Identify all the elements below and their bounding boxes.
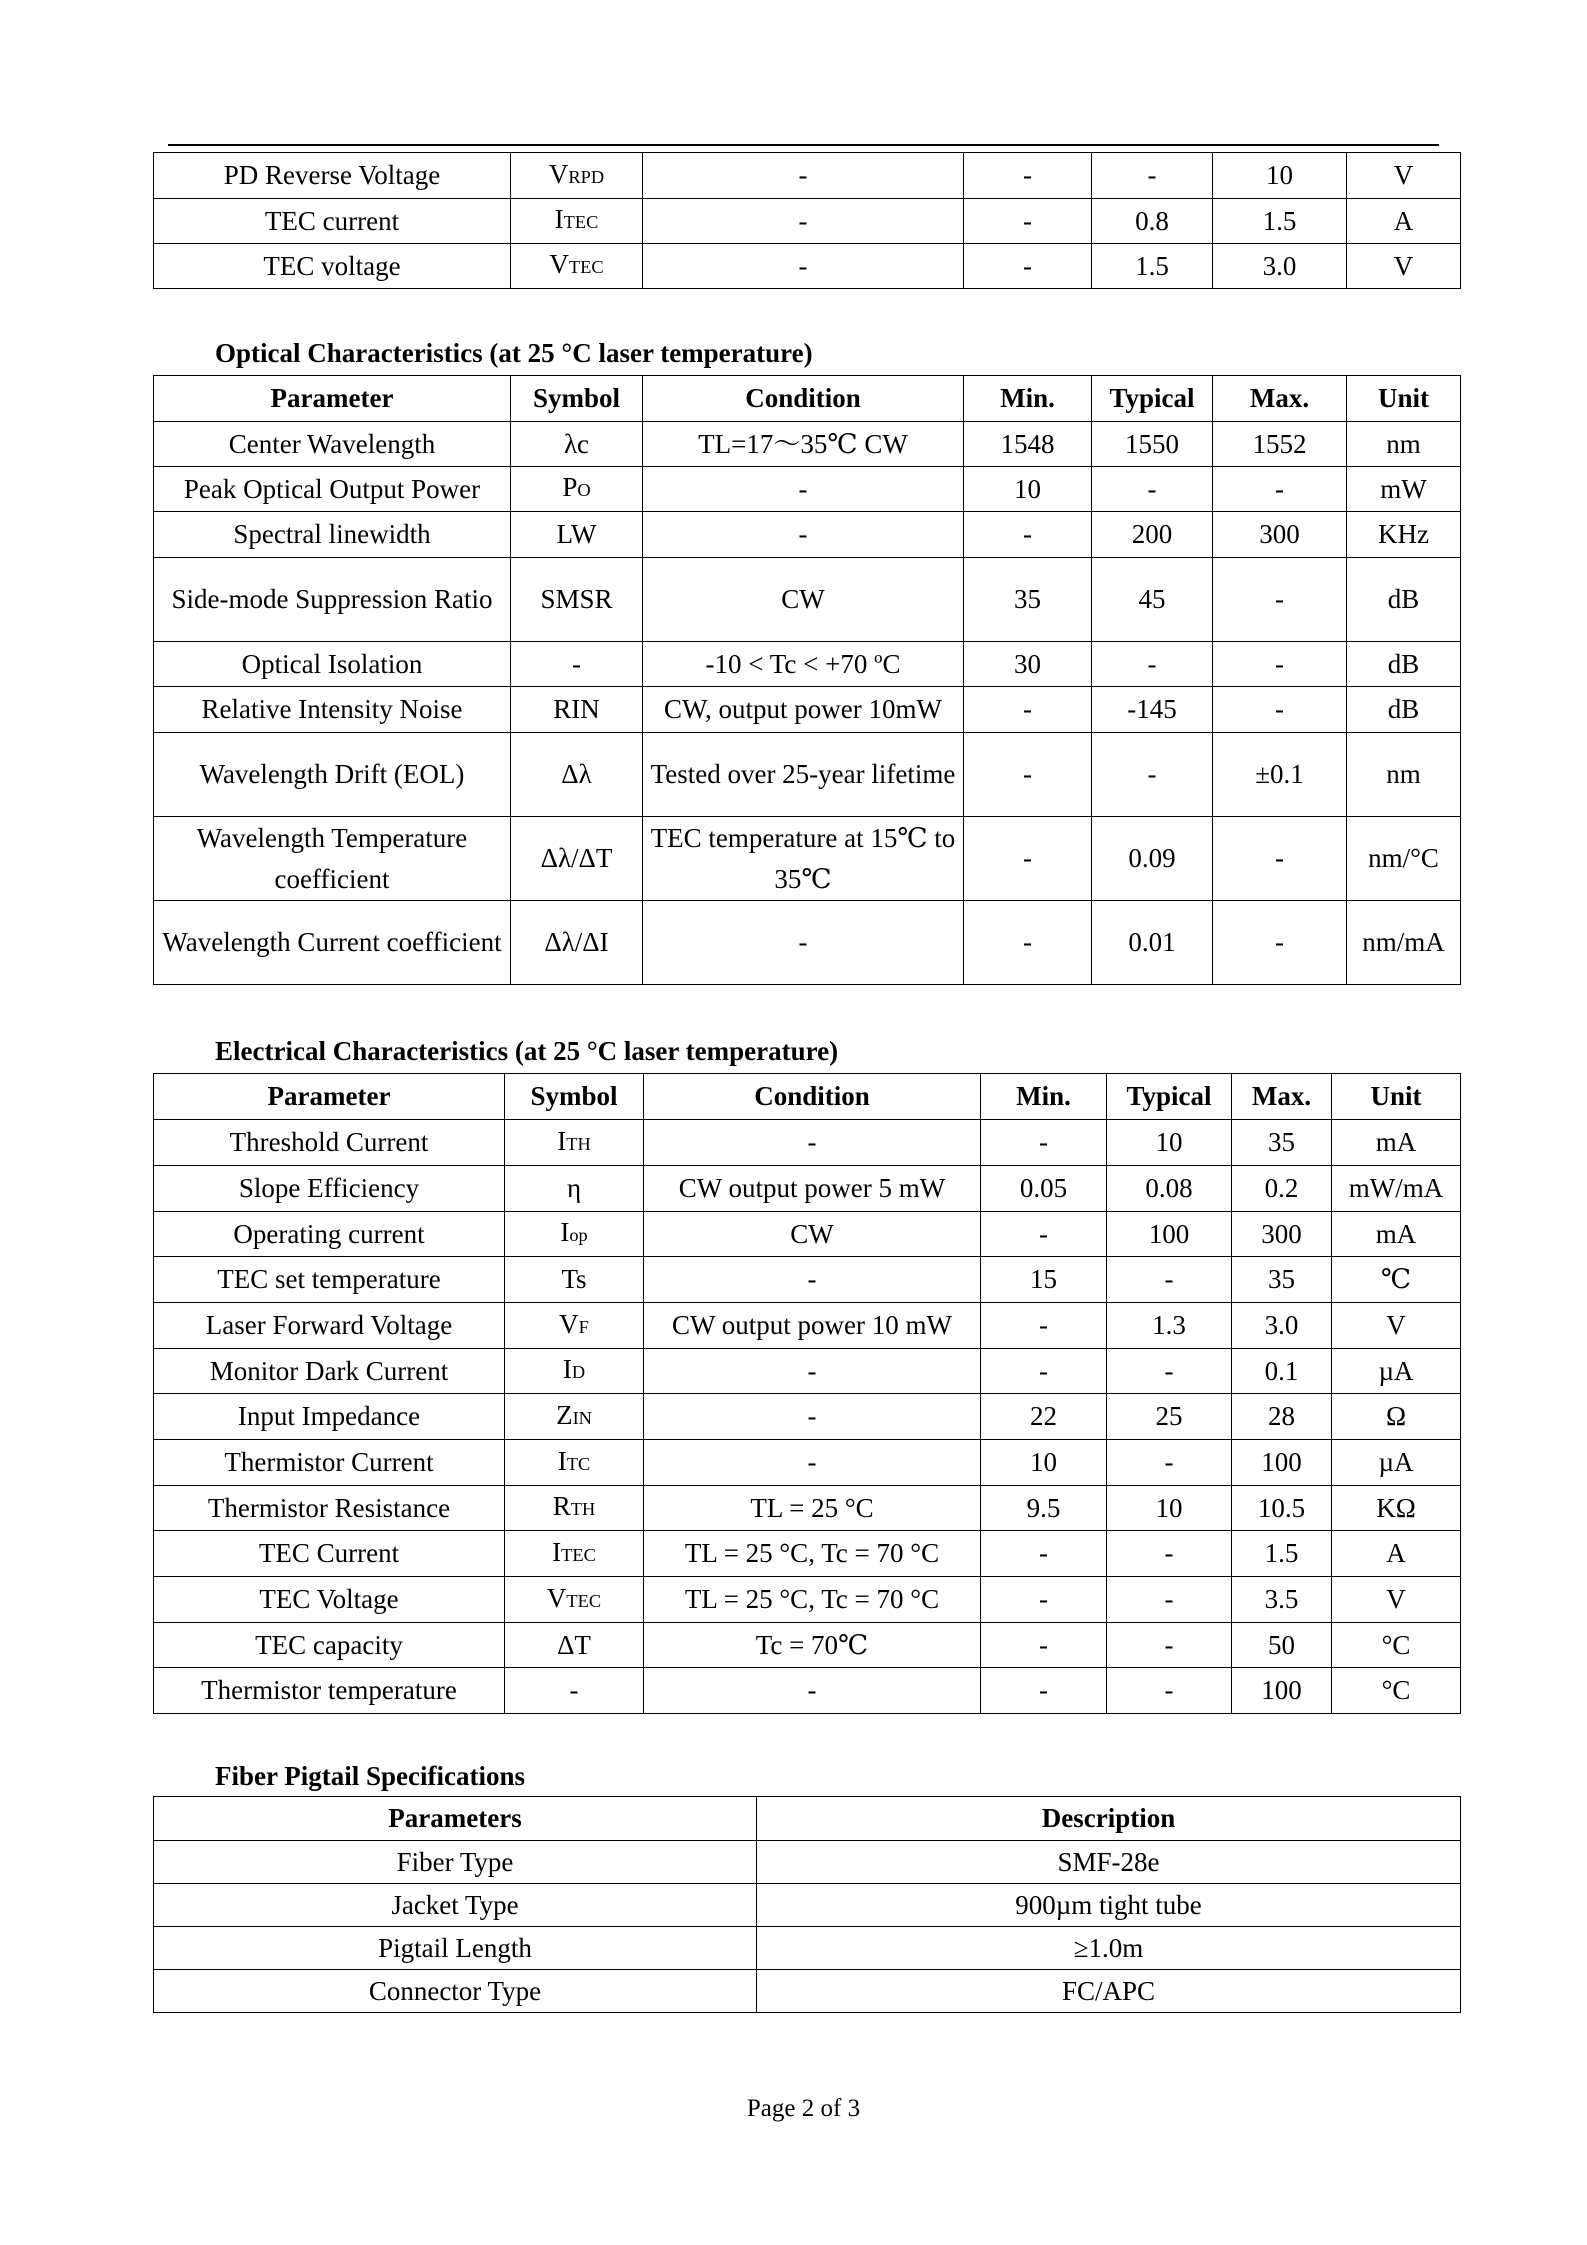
typical-cell: 10 [1107, 1120, 1232, 1166]
unit-cell: KHz [1347, 512, 1461, 558]
symbol-subscript: IN [572, 1407, 592, 1428]
column-header: Unit [1332, 1074, 1461, 1120]
column-header: Typical [1107, 1074, 1232, 1120]
typical-cell: - [1107, 1440, 1232, 1486]
max-cell: 3.0 [1213, 244, 1347, 289]
unit-cell: V [1332, 1303, 1461, 1349]
table-row [154, 1166, 1461, 1212]
symbol-subscript: F [578, 1316, 589, 1337]
symbol-cell [511, 422, 643, 467]
symbol-cell [505, 1303, 644, 1349]
max-cell: 10.5 [1232, 1486, 1332, 1531]
symbol-text: Ts [561, 1264, 587, 1294]
column-header: Parameters [154, 1797, 757, 1841]
condition-cell: - [643, 512, 964, 558]
max-cell: 3.0 [1232, 1303, 1332, 1349]
typical-cell: 200 [1092, 512, 1213, 558]
max-cell: 1552 [1213, 422, 1347, 467]
typical-cell: - [1092, 467, 1213, 512]
min-cell: - [964, 687, 1092, 733]
electrical-characteristics-table [153, 1073, 1461, 1714]
max-cell: 300 [1213, 512, 1347, 558]
optical-characteristics-table [153, 375, 1461, 985]
condition-cell: - [643, 467, 964, 512]
unit-cell: V [1332, 1577, 1461, 1623]
unit-cell: A [1332, 1531, 1461, 1577]
condition-cell: TEC temperature at 15℃ to 35℃ [643, 817, 964, 901]
unit-cell: A [1347, 199, 1461, 244]
parameter-cell: Thermistor Resistance [154, 1486, 505, 1531]
min-cell: - [981, 1668, 1107, 1714]
parameter-cell: Wavelength Current coefficient [154, 901, 511, 985]
parameter-cell: Thermistor Current [154, 1440, 505, 1486]
header-row [154, 376, 1461, 422]
unit-cell: mW/mA [1332, 1166, 1461, 1212]
table-row [154, 1841, 1461, 1884]
symbol-text: Z [556, 1399, 573, 1430]
symbol-text: SMSR [540, 584, 613, 614]
table-row [154, 199, 1461, 244]
symbol-text: ΔT [557, 1629, 591, 1660]
parameter-cell: PD Reverse Voltage [154, 153, 511, 199]
parameter-cell: TEC Current [154, 1531, 505, 1577]
unit-cell: dB [1347, 558, 1461, 642]
symbol-text: Δλ [561, 759, 592, 789]
symbol-text: RIN [553, 694, 600, 724]
column-header: Condition [643, 376, 964, 422]
unit-cell: nm/mA [1347, 901, 1461, 985]
table-row [154, 1927, 1461, 1970]
symbol-cell [511, 512, 643, 558]
typical-cell: -145 [1092, 687, 1213, 733]
min-cell: 10 [964, 467, 1092, 512]
max-cell: 10 [1213, 153, 1347, 199]
symbol-subscript: O [577, 480, 591, 500]
symbol-cell [511, 558, 643, 642]
condition-cell: - [643, 153, 964, 199]
condition-cell: Tc = 70℃ [644, 1623, 981, 1668]
symbol-cell [505, 1623, 644, 1668]
table-row [154, 1120, 1461, 1166]
electrical-caption: Electrical Characteristics (at 25 °C laser temperature) [215, 1036, 839, 1066]
condition-cell: TL = 25 °C, Tc = 70 °C [644, 1531, 981, 1577]
optical-caption: Optical Characteristics (at 25 °C laser temperature) [215, 338, 813, 368]
parameter-cell: Relative Intensity Noise [154, 687, 511, 733]
symbol-subscript: TEC [563, 212, 599, 232]
condition-cell: CW [643, 558, 964, 642]
condition-cell: Tested over 25-year lifetime [643, 733, 964, 817]
symbol-text: R [552, 1491, 571, 1521]
description-cell: 900µm tight tube [757, 1884, 1461, 1927]
typical-cell: 100 [1107, 1212, 1232, 1257]
typical-cell: 10 [1107, 1486, 1232, 1531]
max-cell: - [1213, 467, 1347, 512]
fiber-caption: Fiber Pigtail Specifications [215, 1761, 525, 1791]
min-cell: 9.5 [981, 1486, 1107, 1531]
description-cell: FC/APC [757, 1970, 1461, 2013]
description-cell: ≥1.0m [757, 1927, 1461, 1970]
min-cell: - [981, 1212, 1107, 1257]
condition-cell: - [643, 901, 964, 985]
symbol-subscript: TH [570, 1499, 596, 1519]
parameter-cell: Monitor Dark Current [154, 1349, 505, 1394]
symbol-cell [505, 1166, 644, 1212]
symbol-subscript: TEC [561, 1544, 596, 1565]
max-cell: 1.5 [1213, 199, 1347, 244]
min-cell: 10 [981, 1440, 1107, 1486]
min-cell: - [981, 1531, 1107, 1577]
symbol-subscript: TC [566, 1453, 591, 1474]
parameter-cell: TEC voltage [154, 244, 511, 289]
symbol-text: I [562, 1354, 572, 1384]
max-cell: 1.5 [1232, 1531, 1332, 1577]
table-row [154, 422, 1461, 467]
max-cell: 0.2 [1232, 1166, 1332, 1212]
symbol-cell [505, 1120, 644, 1166]
symbol-text: V [548, 158, 569, 189]
symbol-cell [505, 1257, 644, 1303]
table-row [154, 1486, 1461, 1531]
absolute-max-table [153, 152, 1461, 289]
condition-cell: - [644, 1120, 981, 1166]
symbol-text: I [554, 204, 564, 234]
min-cell: - [981, 1120, 1107, 1166]
parameter-cell: Slope Efficiency [154, 1166, 505, 1212]
description-cell: SMF-28e [757, 1841, 1461, 1884]
unit-cell: mW [1347, 467, 1461, 512]
symbol-cell [505, 1212, 644, 1257]
unit-cell: mA [1332, 1120, 1461, 1166]
min-cell: - [964, 817, 1092, 901]
table-row [154, 1531, 1461, 1577]
typical-cell: 1.5 [1092, 244, 1213, 289]
typical-cell: 1550 [1092, 422, 1213, 467]
min-cell: 1548 [964, 422, 1092, 467]
fiber-pigtail-table [153, 1796, 1461, 2013]
typical-cell: 0.09 [1092, 817, 1213, 901]
column-header: Typical [1092, 376, 1213, 422]
table-row [154, 687, 1461, 733]
parameter-cell: Input Impedance [154, 1394, 505, 1440]
max-cell: 100 [1232, 1668, 1332, 1714]
max-cell: 28 [1232, 1394, 1332, 1440]
max-cell: ±0.1 [1213, 733, 1347, 817]
unit-cell: ℃ [1332, 1257, 1461, 1303]
parameter-cell: Wavelength Temperature coefficient [154, 817, 511, 901]
min-cell: - [964, 901, 1092, 985]
symbol-subscript: D [571, 1362, 586, 1382]
max-cell: - [1213, 817, 1347, 901]
unit-cell: nm [1347, 733, 1461, 817]
symbol-cell [511, 153, 643, 199]
typical-cell: - [1107, 1349, 1232, 1394]
typical-cell: - [1092, 642, 1213, 687]
condition-cell: - [644, 1394, 981, 1440]
typical-cell: - [1107, 1623, 1232, 1668]
symbol-subscript: RPD [568, 166, 605, 187]
min-cell: - [964, 244, 1092, 289]
symbol-cell [505, 1440, 644, 1486]
symbol-text: λc [563, 428, 590, 459]
parameter-cell: Optical Isolation [154, 642, 511, 687]
symbol-text: η [566, 1173, 582, 1203]
symbol-text: I [552, 1536, 562, 1567]
min-cell: - [964, 153, 1092, 199]
column-header: Min. [981, 1074, 1107, 1120]
max-cell: 3.5 [1232, 1577, 1332, 1623]
condition-cell: TL=17～35℃ CW [643, 422, 964, 467]
column-header: Symbol [511, 376, 643, 422]
parameter-cell: Operating current [154, 1212, 505, 1257]
table-row [154, 1577, 1461, 1623]
parameter-cell: Connector Type [154, 1970, 757, 2013]
parameter-cell: TEC capacity [154, 1623, 505, 1668]
typical-cell: 45 [1092, 558, 1213, 642]
min-cell: 0.05 [981, 1166, 1107, 1212]
condition-cell: CW output power 5 mW [644, 1166, 981, 1212]
parameter-cell: Laser Forward Voltage [154, 1303, 505, 1349]
table-row [154, 901, 1461, 985]
table-row [154, 1440, 1461, 1486]
min-cell: - [981, 1303, 1107, 1349]
unit-cell: °C [1332, 1623, 1461, 1668]
condition-cell: TL = 25 °C, Tc = 70 °C [644, 1577, 981, 1623]
min-cell: 15 [981, 1257, 1107, 1303]
max-cell: 35 [1232, 1120, 1332, 1166]
symbol-subscript: TH [566, 1133, 591, 1154]
symbol-text: I [560, 1217, 570, 1247]
max-cell: 100 [1232, 1440, 1332, 1486]
parameter-cell: TEC set temperature [154, 1257, 505, 1303]
max-cell: 0.1 [1232, 1349, 1332, 1394]
table-row [154, 1212, 1461, 1257]
condition-cell: -10 < Tc < +70 ºC [643, 642, 964, 687]
table-row [154, 512, 1461, 558]
table-row [154, 642, 1461, 687]
unit-cell: mA [1332, 1212, 1461, 1257]
unit-cell: V [1347, 244, 1461, 289]
condition-cell: CW [644, 1212, 981, 1257]
condition-cell: - [644, 1349, 981, 1394]
symbol-text: I [557, 1125, 567, 1156]
symbol-subscript: TEC [568, 257, 604, 277]
column-header: Description [757, 1797, 1461, 1841]
condition-cell: - [644, 1257, 981, 1303]
unit-cell: dB [1347, 642, 1461, 687]
typical-cell: - [1107, 1257, 1232, 1303]
parameter-cell: Jacket Type [154, 1884, 757, 1927]
symbol-subscript: TEC [566, 1590, 602, 1611]
typical-cell: - [1107, 1668, 1232, 1714]
symbol-text: I [557, 1445, 567, 1476]
symbol-text: Δλ/ΔT [540, 843, 613, 873]
table-row [154, 153, 1461, 199]
parameter-cell: Peak Optical Output Power [154, 467, 511, 512]
unit-cell: nm/°C [1347, 817, 1461, 901]
table-row [154, 1668, 1461, 1714]
min-cell: 35 [964, 558, 1092, 642]
table-row [154, 1970, 1461, 2013]
column-header: Max. [1232, 1074, 1332, 1120]
typical-cell: 25 [1107, 1394, 1232, 1440]
typical-cell: - [1107, 1531, 1232, 1577]
parameter-cell: TEC current [154, 199, 511, 244]
symbol-cell [511, 901, 643, 985]
condition-cell: TL = 25 °C [644, 1486, 981, 1531]
min-cell: 22 [981, 1394, 1107, 1440]
column-header: Condition [644, 1074, 981, 1120]
min-cell: - [981, 1623, 1107, 1668]
typical-cell: - [1092, 733, 1213, 817]
unit-cell: Ω [1332, 1394, 1461, 1440]
max-cell: 50 [1232, 1623, 1332, 1668]
typical-cell: 0.01 [1092, 901, 1213, 985]
symbol-text: - [569, 1675, 579, 1705]
max-cell: 300 [1232, 1212, 1332, 1257]
condition-cell: - [644, 1440, 981, 1486]
table-row [154, 733, 1461, 817]
symbol-cell [511, 467, 643, 512]
symbol-cell [505, 1394, 644, 1440]
symbol-text: V [559, 1308, 579, 1339]
symbol-cell [511, 733, 643, 817]
condition-cell: - [643, 244, 964, 289]
max-cell: - [1213, 642, 1347, 687]
symbol-cell [511, 817, 643, 901]
max-cell: - [1213, 901, 1347, 985]
typical-cell: - [1107, 1577, 1232, 1623]
table-row [154, 467, 1461, 512]
table-row [154, 558, 1461, 642]
unit-cell: µA [1332, 1440, 1461, 1486]
symbol-cell [505, 1349, 644, 1394]
table-row [154, 1303, 1461, 1349]
parameter-cell: Threshold Current [154, 1120, 505, 1166]
symbol-cell [505, 1531, 644, 1577]
table-row [154, 1623, 1461, 1668]
page-number: Page 2 of 3 [746, 2095, 861, 2122]
max-cell: - [1213, 558, 1347, 642]
parameter-cell: Wavelength Drift (EOL) [154, 733, 511, 817]
unit-cell: µA [1332, 1349, 1461, 1394]
symbol-cell [505, 1486, 644, 1531]
table-row [154, 817, 1461, 901]
table-row [154, 1394, 1461, 1440]
unit-cell: V [1347, 153, 1461, 199]
typical-cell: 1.3 [1107, 1303, 1232, 1349]
typical-cell: 0.08 [1107, 1166, 1232, 1212]
min-cell: - [981, 1349, 1107, 1394]
parameter-cell: TEC Voltage [154, 1577, 505, 1623]
min-cell: - [964, 512, 1092, 558]
parameter-cell: Spectral linewidth [154, 512, 511, 558]
header-row [154, 1074, 1461, 1120]
symbol-text: V [549, 249, 569, 279]
parameter-cell: Side-mode Suppression Ratio [154, 558, 511, 642]
typical-cell: - [1092, 153, 1213, 199]
symbol-cell [511, 642, 643, 687]
unit-cell: °C [1332, 1668, 1461, 1714]
parameter-cell: Pigtail Length [154, 1927, 757, 1970]
parameter-cell: Fiber Type [154, 1841, 757, 1884]
symbol-text: V [546, 1582, 567, 1613]
symbol-subscript: op [569, 1225, 588, 1245]
column-header: Symbol [505, 1074, 644, 1120]
symbol-cell [511, 199, 643, 244]
condition-cell: - [644, 1668, 981, 1714]
column-header: Min. [964, 376, 1092, 422]
condition-cell: CW output power 10 mW [644, 1303, 981, 1349]
parameter-cell: Center Wavelength [154, 422, 511, 467]
min-cell: - [964, 199, 1092, 244]
symbol-text: - [572, 648, 581, 679]
table-row [154, 244, 1461, 289]
table-row [154, 1257, 1461, 1303]
max-cell: - [1213, 687, 1347, 733]
symbol-text: P [562, 472, 578, 502]
column-header: Unit [1347, 376, 1461, 422]
symbol-text: Δλ/ΔI [544, 927, 609, 957]
symbol-cell [511, 687, 643, 733]
symbol-cell [511, 244, 643, 289]
unit-cell: nm [1347, 422, 1461, 467]
condition-cell: CW, output power 10mW [643, 687, 964, 733]
column-header: Parameter [154, 376, 511, 422]
condition-cell: - [643, 199, 964, 244]
min-cell: - [964, 733, 1092, 817]
header-row [154, 1797, 1461, 1841]
unit-cell: KΩ [1332, 1486, 1461, 1531]
min-cell: 30 [964, 642, 1092, 687]
typical-cell: 0.8 [1092, 199, 1213, 244]
parameter-cell: Thermistor temperature [154, 1668, 505, 1714]
symbol-cell [505, 1668, 644, 1714]
symbol-cell [505, 1577, 644, 1623]
symbol-text: LW [556, 519, 597, 549]
unit-cell: dB [1347, 687, 1461, 733]
max-cell: 35 [1232, 1257, 1332, 1303]
table-row [154, 1884, 1461, 1927]
header-rule [168, 144, 1439, 146]
min-cell: - [981, 1577, 1107, 1623]
column-header: Parameter [154, 1074, 505, 1120]
table-row [154, 1349, 1461, 1394]
column-header: Max. [1213, 376, 1347, 422]
